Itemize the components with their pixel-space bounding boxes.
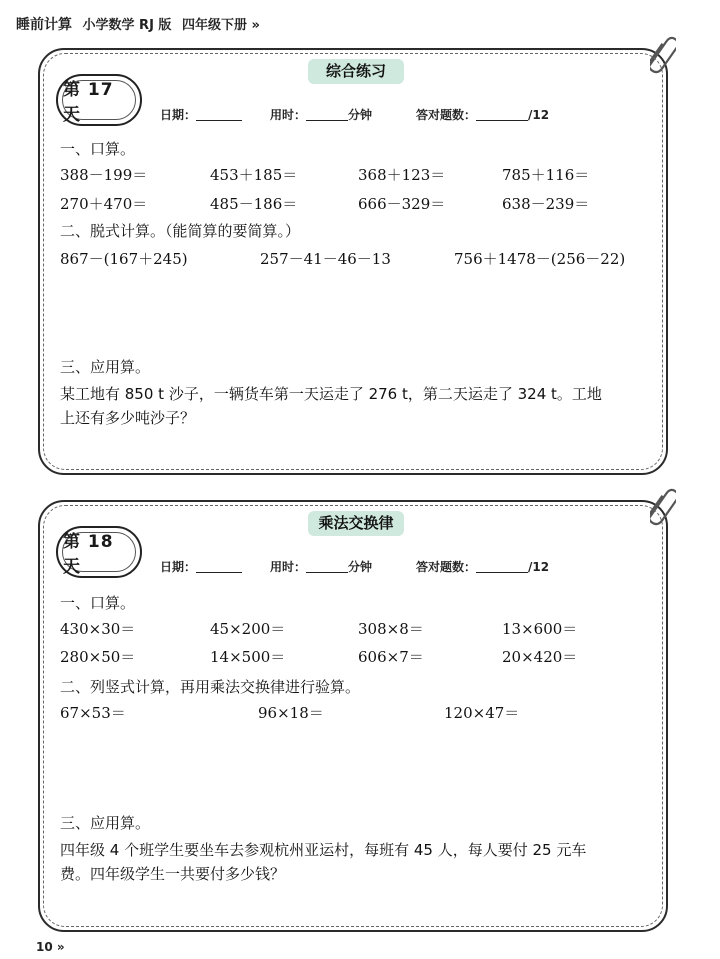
oral-question: 785＋116＝ xyxy=(502,166,590,184)
time-label: 用时： xyxy=(270,108,307,122)
oral-question: 270＋470＝ xyxy=(60,195,148,213)
oral-question: 13×600＝ xyxy=(502,620,578,638)
date-blank[interactable] xyxy=(196,561,242,573)
oral-question: 280×50＝ xyxy=(60,648,136,666)
calc-question: 257－41－46－13 xyxy=(260,250,391,268)
book-grade: 四年级下册 » xyxy=(181,18,260,33)
time-blank[interactable] xyxy=(306,109,348,121)
time-field xyxy=(270,558,372,575)
page-number: 10 » xyxy=(36,940,65,954)
score-total: /12 xyxy=(528,108,550,122)
score-field xyxy=(416,106,549,123)
section-calc-title: 二、脱式计算。（能简算的要简算。） xyxy=(60,222,301,240)
section-apply-title: 三、应用算。 xyxy=(60,358,151,376)
day-18-card xyxy=(38,500,668,932)
time-blank[interactable] xyxy=(306,561,348,573)
section-oral-title: 一、口算。 xyxy=(60,594,136,612)
score-label: 答对题数： xyxy=(416,108,477,122)
topic-title: 综合练习 xyxy=(308,59,404,84)
day-label: 第 17 天 xyxy=(62,80,136,120)
oral-question: 308×8＝ xyxy=(358,620,424,638)
word-problem-line: 四年级 4 个班学生要坐车去参观杭州亚运村，每班有 45 人，每人要付 25 元车 xyxy=(60,841,587,859)
oral-question: 388－199＝ xyxy=(60,166,148,184)
paperclip-icon xyxy=(650,32,676,78)
date-blank[interactable] xyxy=(196,109,242,121)
topic-title: 乘法交换律 xyxy=(308,511,404,536)
word-problem xyxy=(60,382,660,430)
day-17-card xyxy=(38,48,668,475)
day-badge xyxy=(56,74,142,126)
score-blank[interactable] xyxy=(476,561,528,573)
time-label: 用时： xyxy=(270,560,307,574)
date-field xyxy=(160,558,242,575)
score-field xyxy=(416,558,549,575)
time-unit: 分钟 xyxy=(348,108,373,122)
day-label: 第 18 天 xyxy=(62,532,136,572)
date-label: 日期： xyxy=(160,108,197,122)
series-title: 睡前计算 xyxy=(16,17,72,33)
calc-question: 120×47＝ xyxy=(444,704,520,722)
oral-question: 606×7＝ xyxy=(358,648,424,666)
oral-question: 638－239＝ xyxy=(502,195,590,213)
time-unit: 分钟 xyxy=(348,560,373,574)
calc-question: 67×53＝ xyxy=(60,704,126,722)
calc-question: 96×18＝ xyxy=(258,704,324,722)
day-badge xyxy=(56,526,142,578)
date-label: 日期： xyxy=(160,560,197,574)
score-label: 答对题数： xyxy=(416,560,477,574)
section-calc-title: 二、列竖式计算，再用乘法交换律进行验算。 xyxy=(60,678,361,696)
oral-question: 453＋185＝ xyxy=(210,166,298,184)
oral-question: 20×420＝ xyxy=(502,648,578,666)
oral-question: 485－186＝ xyxy=(210,195,298,213)
oral-question: 14×500＝ xyxy=(210,648,286,666)
page-header xyxy=(16,14,266,34)
oral-question: 368＋123＝ xyxy=(358,166,446,184)
time-field xyxy=(270,106,372,123)
oral-question: 45×200＝ xyxy=(210,620,286,638)
section-oral-title: 一、口算。 xyxy=(60,140,136,158)
calc-question: 756＋1478－(256－22) xyxy=(454,250,626,268)
word-problem-line: 某工地有 850 t 沙子，一辆货车第一天运走了 276 t，第二天运走了 324 t。工地 xyxy=(60,385,602,403)
paperclip-icon xyxy=(650,484,676,530)
book-subject: 小学数学 RJ 版 xyxy=(82,18,172,33)
oral-question: 430×30＝ xyxy=(60,620,136,638)
word-problem-line: 上还有多少吨沙子？ xyxy=(60,409,196,427)
score-total: /12 xyxy=(528,560,550,574)
calc-question: 867－(167＋245) xyxy=(60,250,188,268)
score-blank[interactable] xyxy=(476,109,528,121)
word-problem xyxy=(60,838,660,886)
word-problem-line: 费。四年级学生一共要付多少钱？ xyxy=(60,865,286,883)
oral-question: 666－329＝ xyxy=(358,195,446,213)
section-apply-title: 三、应用算。 xyxy=(60,814,151,832)
date-field xyxy=(160,106,242,123)
